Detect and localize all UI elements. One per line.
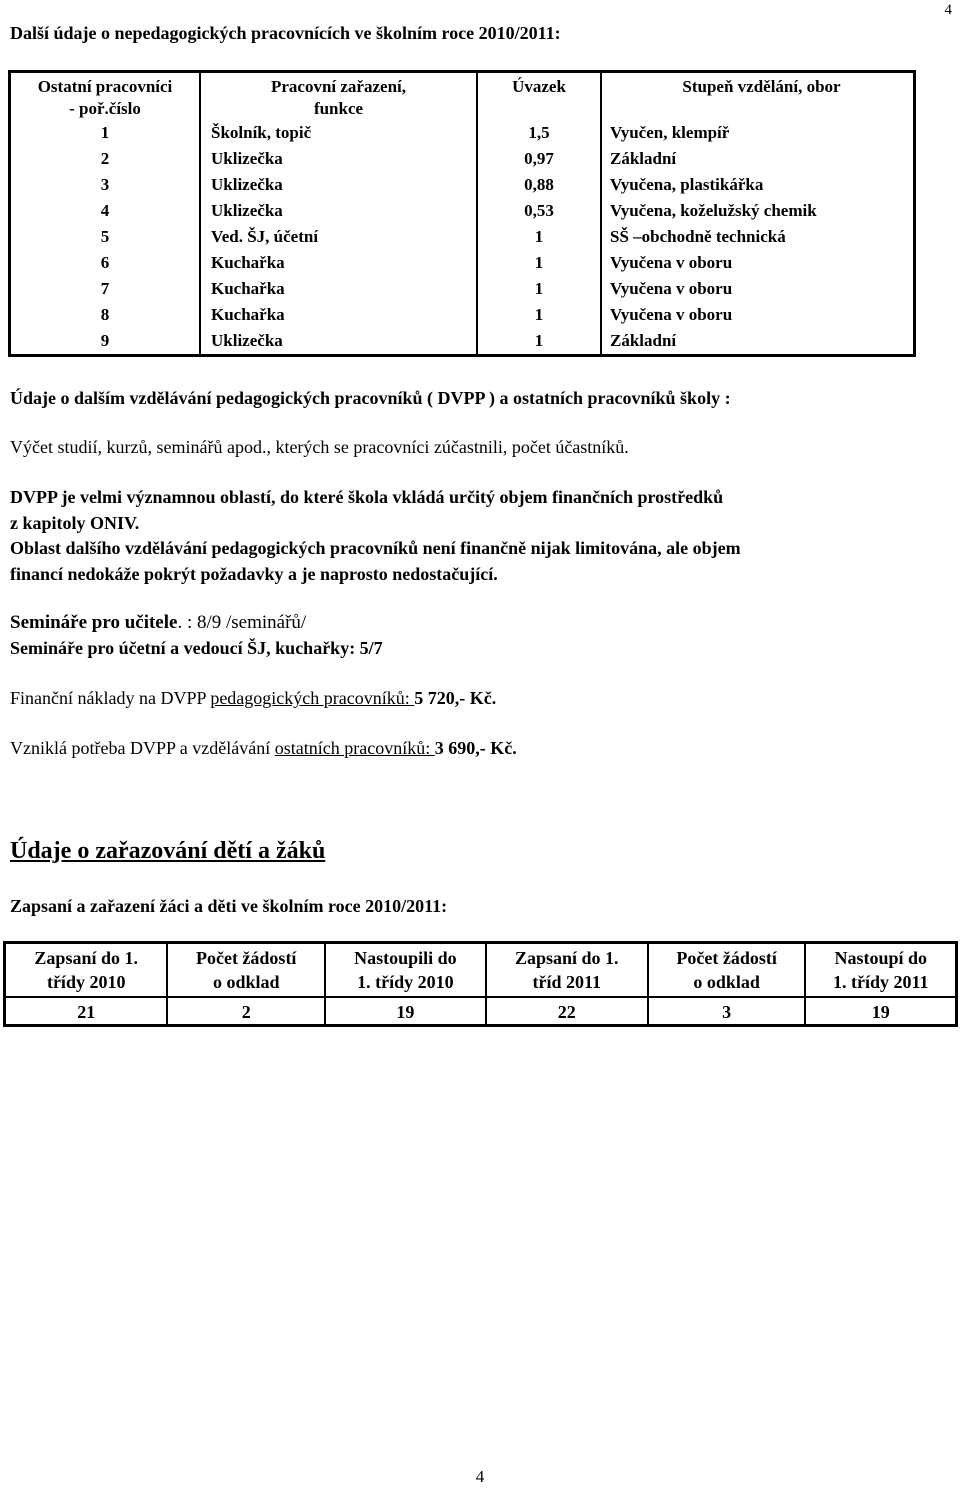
cell-load: 1 xyxy=(477,302,601,328)
cell-load: 0,53 xyxy=(477,198,601,224)
header-position xyxy=(200,72,477,121)
page-title: Další údaje o nepedagogických pracovnících ve školním roce 2010/2011: xyxy=(10,23,561,43)
header-line1: Zapsaní do 1. xyxy=(514,948,619,968)
header-staff-number-line2: - poř.číslo xyxy=(69,99,141,118)
cell-education: Vyučena, plastikářka xyxy=(610,175,764,194)
cell-education: Vyučena v oboru xyxy=(610,253,733,272)
dvpp-heading: Údaje o dalším vzdělávání pedagogických pracovníků ( DVPP ) a ostatních pracovníků školy : xyxy=(10,388,731,408)
need-underlined: ostatních pracovníků: xyxy=(274,738,435,758)
page-number-bottom: 4 xyxy=(475,1467,485,1486)
seminars-teachers-value: . : 8/9 /seminářů/ xyxy=(177,612,307,633)
cell-position: Uklizečka xyxy=(200,198,477,224)
header-starting-2011 xyxy=(805,943,956,998)
table-row xyxy=(10,250,915,276)
enrolment-header-row xyxy=(5,943,957,998)
enrolment-table xyxy=(3,941,958,1027)
header-staff-number-line1: Ostatní pracovníci xyxy=(37,77,173,96)
table-row xyxy=(10,198,915,224)
cell-education: Vyučen, klempíř xyxy=(610,123,730,142)
cell-education: Vyučena v oboru xyxy=(610,279,733,298)
staff-table-header-row xyxy=(10,72,915,121)
cell-load: 1 xyxy=(477,224,601,250)
value-enrolled-2011: 22 xyxy=(486,997,648,1026)
header-enrolled-2011 xyxy=(486,943,648,998)
cell-load: 1 xyxy=(477,250,601,276)
enrolment-subheading: Zapsaní a zařazení žáci a děti ve školním roce 2010/2011: xyxy=(10,896,448,916)
cell-position: Uklizečka xyxy=(200,146,477,172)
header-enrolled-2010 xyxy=(5,943,168,998)
dvpp-intro: Výčet studií, kurzů, seminářů apod., kterých se pracovníci zúčastnili, počet účastníků. xyxy=(10,437,629,457)
cell-education: SŠ –obchodně technická xyxy=(610,227,786,246)
header-position-line2: funkce xyxy=(313,99,364,118)
header-position-line1: Pracovní zařazení, xyxy=(270,77,406,96)
table-row xyxy=(10,120,915,146)
enrolment-heading: Údaje o zařazování dětí a žáků xyxy=(10,838,326,864)
cell-position: Uklizečka xyxy=(200,172,477,198)
cell-number: 2 xyxy=(10,146,201,172)
cell-load: 1,5 xyxy=(477,120,601,146)
dvpp-paragraph-2-line-2: financí nedokáže pokrýt požadavky a je naprosto nedostačující. xyxy=(10,564,498,584)
header-line2: 1. třídy 2011 xyxy=(832,972,929,992)
cost-prefix: Finanční náklady na DVPP xyxy=(10,688,211,708)
header-deferral-2010 xyxy=(167,943,325,998)
header-line2: o odklad xyxy=(212,972,280,992)
value-started-2010: 19 xyxy=(325,997,486,1026)
table-row xyxy=(10,146,915,172)
page-number-top: 4 xyxy=(944,2,952,18)
cell-number: 3 xyxy=(10,172,201,198)
value-starting-2011: 19 xyxy=(805,997,956,1026)
cell-number: 5 xyxy=(10,224,201,250)
cell-education: Vyučena v oboru xyxy=(610,305,733,324)
header-load: Úvazek xyxy=(477,72,601,121)
dvpp-paragraph-1-line-2: z kapitoly ONIV. xyxy=(10,513,140,533)
table-row xyxy=(10,302,915,328)
seminars-teachers xyxy=(10,612,306,634)
table-row xyxy=(10,224,915,250)
cell-position: Školník, topič xyxy=(200,120,477,146)
cell-load: 1 xyxy=(477,276,601,302)
header-line1: Nastoupí do xyxy=(834,948,927,968)
seminars-teachers-label: Semináře pro učitele xyxy=(10,612,178,633)
value-enrolled-2010: 21 xyxy=(5,997,168,1026)
cell-position: Ved. ŠJ, účetní xyxy=(200,224,477,250)
cell-number: 8 xyxy=(10,302,201,328)
cell-load: 0,88 xyxy=(477,172,601,198)
value-deferral-2010: 2 xyxy=(167,997,325,1026)
enrolment-values-row xyxy=(5,997,957,1026)
table-row xyxy=(10,276,915,302)
header-started-2010 xyxy=(325,943,486,998)
dvpp-paragraph-2-line-1: Oblast dalšího vzdělávání pedagogických pracovníků není finančně nijak limitována, ale objem xyxy=(10,538,741,558)
cell-education: Vyučena, koželužský chemik xyxy=(610,201,817,220)
header-line1: Nastoupili do xyxy=(354,948,457,968)
cost-value: 5 720,- Kč. xyxy=(414,688,497,708)
cost-underlined: pedagogických pracovníků: xyxy=(210,688,415,708)
header-staff-number xyxy=(10,72,201,121)
header-line1: Počet žádostí xyxy=(195,948,297,968)
seminars-staff: Semináře pro účetní a vedoucí ŠJ, kuchařky: 5/7 xyxy=(10,638,383,658)
header-line2: třídy 2010 xyxy=(46,972,126,992)
need-prefix: Vzniklá potřeba DVPP a vzdělávání xyxy=(10,738,275,758)
cell-position: Kuchařka xyxy=(200,302,477,328)
cell-education: Základní xyxy=(610,149,677,168)
cell-number: 9 xyxy=(10,328,201,356)
staff-table xyxy=(8,70,916,357)
cell-position: Kuchařka xyxy=(200,250,477,276)
value-deferral-2011: 3 xyxy=(648,997,806,1026)
cell-number: 1 xyxy=(10,120,201,146)
cell-number: 6 xyxy=(10,250,201,276)
header-line2: tříd 2011 xyxy=(532,972,602,992)
header-education: Stupeň vzdělání, obor xyxy=(682,77,841,96)
cell-education: Základní xyxy=(610,331,677,350)
need-value: 3 690,- Kč. xyxy=(434,738,517,758)
header-deferral-2011 xyxy=(648,943,806,998)
table-row xyxy=(10,328,915,356)
cell-load: 0,97 xyxy=(477,146,601,172)
dvpp-cost-teachers xyxy=(10,687,496,709)
dvpp-paragraph-1-line-1: DVPP je velmi významnou oblastí, do které škola vkládá určitý objem finančních prostředků xyxy=(10,487,724,507)
cell-position: Uklizečka xyxy=(200,328,477,356)
cell-number: 4 xyxy=(10,198,201,224)
cell-position: Kuchařka xyxy=(200,276,477,302)
table-row xyxy=(10,172,915,198)
header-line1: Počet žádostí xyxy=(676,948,777,968)
header-line1: Zapsaní do 1. xyxy=(34,948,138,968)
cell-number: 7 xyxy=(10,276,201,302)
dvpp-need-staff xyxy=(10,737,517,759)
cell-load: 1 xyxy=(477,328,601,356)
header-line2: o odklad xyxy=(693,972,760,992)
header-line2: 1. třídy 2010 xyxy=(357,972,454,992)
